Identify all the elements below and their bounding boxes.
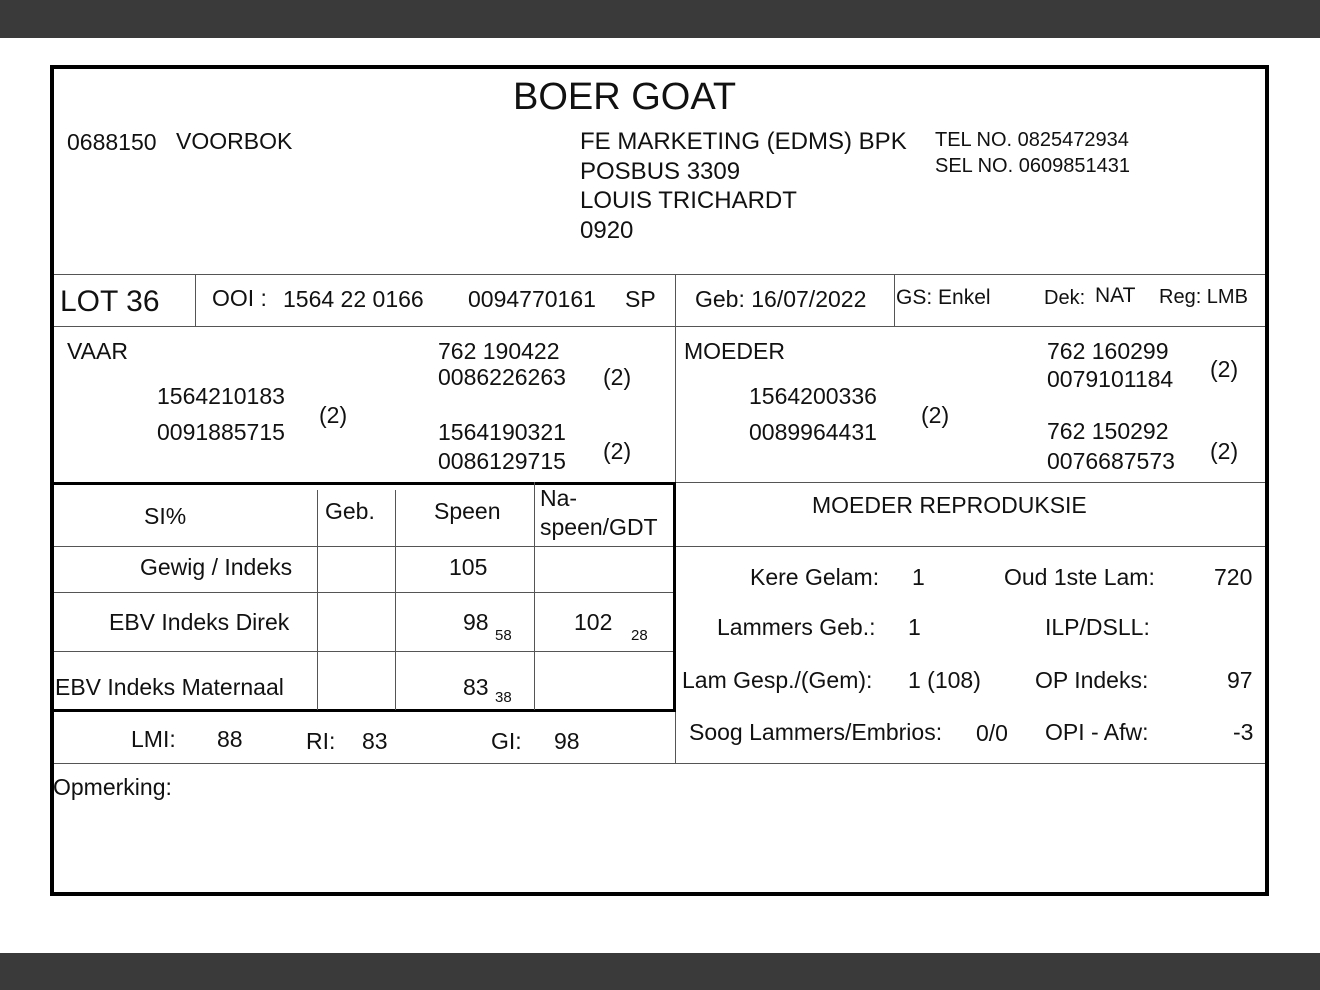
lam-gesp-value: 1 (108) [908,667,981,693]
rule-si-row1-bottom [54,592,674,593]
rule-lot-bottom [54,326,1265,327]
dam-sire-count: (2) [1210,356,1239,382]
lot-label: LOT 36 [60,285,160,318]
col-naspeen-header-2: speen/GDT [540,514,658,540]
lammers-geb-value: 1 [908,614,921,640]
row-ebv-direct-speen: 98 [463,609,489,635]
ri-label: RI: [306,728,336,754]
rule-si-header-bottom [54,546,1265,547]
sire-dam-id: 1564190321 [438,419,566,445]
frame-left [50,65,54,896]
row-ebv-maternal-speen-acc: 38 [495,689,512,706]
op-index-value: 97 [1227,667,1253,693]
dek-value: NAT [1095,284,1136,307]
opi-afw-value: -3 [1233,719,1254,745]
frame-top [50,65,1269,69]
dam-dam-id: 762 150292 [1047,418,1169,444]
sire-reg: 0091885715 [157,419,285,445]
birth-date: Geb: 16/07/2022 [695,286,867,312]
lmi-value: 88 [217,726,243,752]
row-weight-index-speen: 105 [449,554,488,580]
ri-value: 83 [362,728,388,754]
animal-id: 0688150 [67,129,157,155]
page-title: BOER GOAT [513,76,737,118]
sire-dam-count: (2) [603,438,632,464]
tel-number: TEL NO. 0825472934 [935,129,1129,151]
animal-category: VOORBOK [176,128,293,154]
birth-status: GS: Enkel [896,286,991,309]
ooi-id: 1564 22 0166 [283,286,424,312]
bottom-dark-band [0,953,1320,990]
col-geb-header: Geb. [325,498,375,524]
kere-gelam-label: Kere Gelam: [750,564,880,590]
registration: Reg: LMB [1159,286,1248,308]
sire-sire-id: 762 190422 [438,338,560,364]
dam-label: MOEDER [684,338,785,364]
dam-count: (2) [921,402,950,428]
si-table-bottom [52,709,676,712]
rule-lot-divider [195,274,196,326]
ooi-label: OOI : [212,285,267,311]
dam-id: 1564200336 [749,383,877,409]
lammers-geb-label: Lammers Geb.: [717,614,876,640]
remarks-label: Opmerking: [53,774,172,800]
lmi-label: LMI: [131,726,176,752]
top-dark-band [0,0,1320,38]
soog-lammers-value: 0/0 [976,720,1008,746]
ooi-code: SP [625,286,656,312]
rule-pedigree-bottom [676,482,1265,483]
row-ebv-maternal-label: EBV Indeks Maternaal [55,674,284,700]
frame-right [1265,65,1269,896]
dam-sire-reg: 0079101184 [1047,366,1174,392]
sel-number: SEL NO. 0609851431 [935,155,1130,177]
gi-label: GI: [491,728,522,754]
rule-si-col2 [395,490,396,710]
reproduction-header: MOEDER REPRODUKSIE [812,492,1087,518]
ooi-reg: 0094770161 [468,286,596,312]
rule-si-row2-bottom [54,651,674,652]
soog-lammers-label: Soog Lammers/Embrios: [689,719,943,745]
row-ebv-direct-naspeen-acc: 28 [631,627,648,644]
col-speen-header: Speen [434,498,501,524]
rule-si-col3 [534,482,535,710]
oud-1ste-lam-value: 720 [1214,564,1253,590]
si-table-top [52,482,676,485]
col-naspeen-header-1: Na- [540,485,578,511]
rule-indices-bottom [54,763,1265,764]
row-ebv-direct-naspeen: 102 [574,609,613,635]
sire-id: 1564210183 [157,383,285,409]
opi-afw-label: OPI - Afw: [1045,719,1149,745]
row-ebv-direct-speen-acc: 58 [495,627,512,644]
dam-sire-id: 762 160299 [1047,338,1169,364]
row-ebv-direct-label: EBV Indeks Direk [109,609,290,635]
ilp-dsll-label: ILP/DSLL: [1045,614,1150,640]
lam-gesp-label: Lam Gesp./(Gem): [682,667,873,693]
row-weight-index-label: Gewig / Indeks [140,554,293,580]
sire-count: (2) [319,402,348,428]
sire-dam-reg: 0086129715 [438,448,566,474]
dam-dam-count: (2) [1210,438,1239,464]
dam-dam-reg: 0076687573 [1047,448,1175,474]
sire-sire-count: (2) [603,364,632,390]
kere-gelam-value: 1 [912,564,925,590]
si-header: SI% [144,503,187,529]
row-ebv-maternal-speen: 83 [463,674,489,700]
dam-reg: 0089964431 [749,419,877,445]
seller-address-2: LOUIS TRICHARDT [580,187,797,214]
seller-name: FE MARKETING (EDMS) BPK [580,128,907,155]
dek-label: Dek: [1044,287,1086,309]
rule-geb-divider [894,274,895,326]
rule-si-col1 [317,490,318,710]
si-table-right [673,482,676,712]
frame-bottom [50,892,1269,896]
rule-header-bottom [54,274,1265,275]
seller-postcode: 0920 [580,217,634,244]
sire-label: VAAR [67,338,128,364]
gi-value: 98 [554,728,580,754]
sire-sire-reg: 0086226263 [438,364,566,390]
seller-address-1: POSBUS 3309 [580,158,741,185]
oud-1ste-lam-label: Oud 1ste Lam: [1004,564,1155,590]
op-index-label: OP Indeks: [1035,667,1149,693]
